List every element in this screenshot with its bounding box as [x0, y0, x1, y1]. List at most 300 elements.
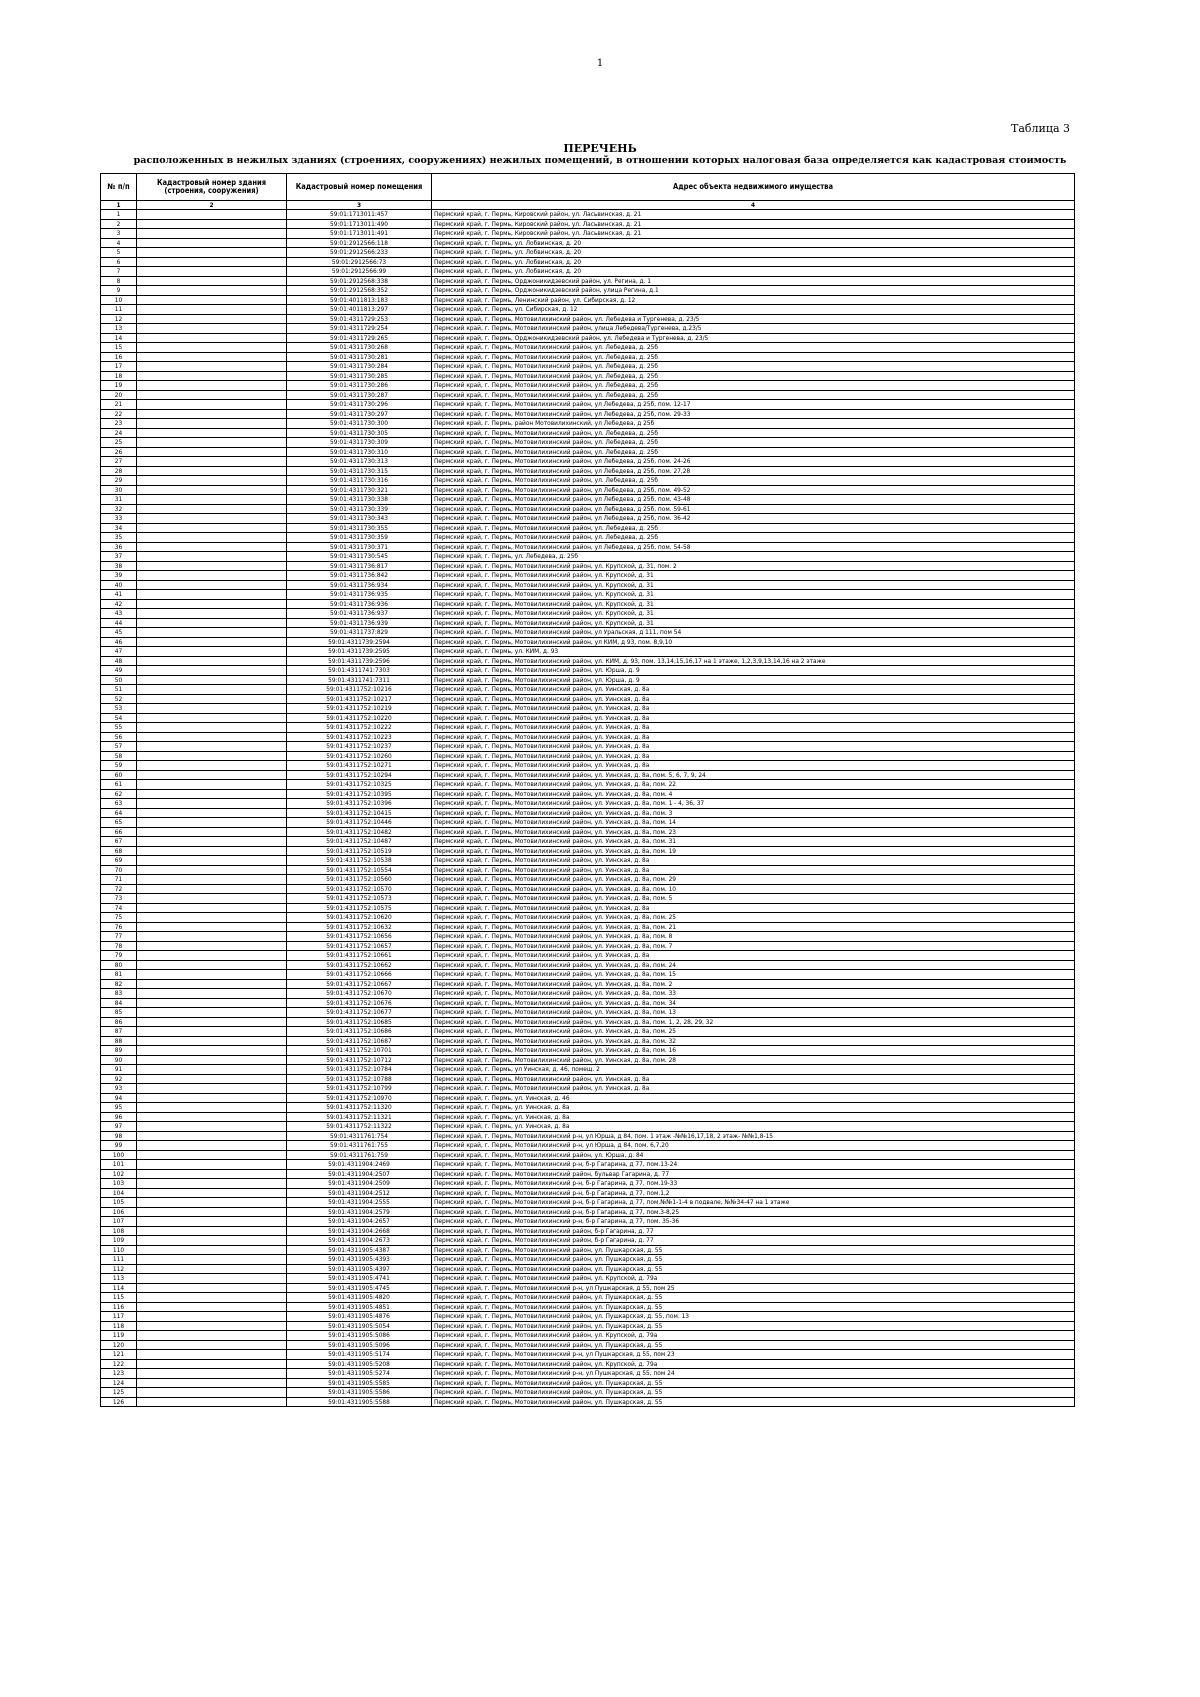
cell-address: Пермский край, г. Пермь, Мотовилихинский район, ул. Уинская, д. 8а, пом. 23: [432, 827, 1075, 837]
cell-room-cadastral-number: 59:01:2912566:118: [287, 238, 432, 248]
table-row: [101, 1331, 1075, 1341]
cell-building-cadastral-number: [137, 552, 287, 562]
cell-building-cadastral-number: [137, 324, 287, 334]
cell-address: Пермский край, г. Пермь, Мотовилихинский район, ул. Уинская, д. 8а: [432, 856, 1075, 866]
cell-building-cadastral-number: [137, 742, 287, 752]
cell-room-cadastral-number: 59:01:4311730:281: [287, 352, 432, 362]
table-row: [101, 229, 1075, 239]
cell-address: Пермский край, г. Пермь, Ленинский район, ул. Сибирская, д. 12: [432, 295, 1075, 305]
cell-room-cadastral-number: 59:01:4311730:297: [287, 409, 432, 419]
cell-row-number: 57: [101, 742, 137, 752]
cell-building-cadastral-number: [137, 1217, 287, 1227]
cell-address: Пермский край, г. Пермь, ул Уинская, д. 46, помещ. 2: [432, 1065, 1075, 1075]
table-row: [101, 694, 1075, 704]
column-number: 3: [287, 201, 432, 210]
cell-building-cadastral-number: [137, 295, 287, 305]
cell-row-number: 72: [101, 884, 137, 894]
cell-building-cadastral-number: [137, 875, 287, 885]
table-row: [101, 894, 1075, 904]
cell-building-cadastral-number: [137, 732, 287, 742]
cell-address: Пермский край, г. Пермь, Мотовилихинский район, ул. Уинская, д. 8а, пом. 29: [432, 875, 1075, 885]
cell-address: Пермский край, г. Пермь, ул. Уинская, д. 8а: [432, 1112, 1075, 1122]
cell-address: Пермский край, г. Пермь, Мотовилихинский р-н, б-р Гагарина, д 77, пом. 35-36: [432, 1217, 1075, 1227]
table-row: [101, 1293, 1075, 1303]
table-row: [101, 552, 1075, 562]
table-row: [101, 333, 1075, 343]
cell-row-number: 6: [101, 257, 137, 267]
cell-room-cadastral-number: 59:01:4311761:755: [287, 1141, 432, 1151]
cell-room-cadastral-number: 59:01:4311730:305: [287, 428, 432, 438]
cell-address: Пермский край, г. Пермь, Мотовилихинский район, ул. Уинская, д. 8а: [432, 751, 1075, 761]
cell-address: Пермский край, г. Пермь, Мотовилихинский район, ул. Уинская, д. 8а: [432, 903, 1075, 913]
cell-address: Пермский край, г. Пермь, Мотовилихинский район, ул. Уинская, д. 8а, пом. 34: [432, 998, 1075, 1008]
cell-room-cadastral-number: 59:01:4311752:10219: [287, 704, 432, 714]
table-row: [101, 970, 1075, 980]
page-number: 1: [596, 58, 604, 69]
cell-row-number: 112: [101, 1264, 137, 1274]
cell-row-number: 76: [101, 922, 137, 932]
table-row: [101, 951, 1075, 961]
table-row: [101, 732, 1075, 742]
table-row: [101, 1378, 1075, 1388]
cell-row-number: 61: [101, 780, 137, 790]
cell-address: Пермский край, г. Пермь, Кировский район, ул. Ласьвинская, д. 21: [432, 210, 1075, 220]
cell-building-cadastral-number: [137, 1274, 287, 1284]
cell-room-cadastral-number: 59:01:4311752:10661: [287, 951, 432, 961]
cell-row-number: 32: [101, 504, 137, 514]
cell-room-cadastral-number: 59:01:4311904:2673: [287, 1236, 432, 1246]
cell-address: Пермский край, г. Пермь, Мотовилихинский район, ул. Крупской, д. 31: [432, 609, 1075, 619]
cell-row-number: 54: [101, 713, 137, 723]
cell-row-number: 100: [101, 1150, 137, 1160]
cell-building-cadastral-number: [137, 457, 287, 467]
cell-room-cadastral-number: 59:01:4311752:10632: [287, 922, 432, 932]
cell-building-cadastral-number: [137, 590, 287, 600]
cell-row-number: 126: [101, 1397, 137, 1407]
table-row: [101, 628, 1075, 638]
header-row-number: № п/п: [101, 174, 137, 201]
cell-room-cadastral-number: 59:01:4311761:754: [287, 1131, 432, 1141]
cell-room-cadastral-number: 59:01:4311905:4393: [287, 1255, 432, 1265]
cell-address: Пермский край, г. Пермь, Мотовилихинский район, ул. Уинская, д. 8а, пом. 2: [432, 979, 1075, 989]
table-row: [101, 960, 1075, 970]
cell-building-cadastral-number: [137, 1255, 287, 1265]
table-row: [101, 286, 1075, 296]
table-row: [101, 1093, 1075, 1103]
cell-building-cadastral-number: [137, 1103, 287, 1113]
cell-address: Пермский край, г. Пермь, Мотовилихинский р-н, ул Пушкарская, д 55, пом 25: [432, 1283, 1075, 1293]
document-subtitle: расположенных в нежилых зданиях (строениях, сооружениях) нежилых помещений, в отношении которых налоговая база определяется как кадастровая стоимость: [133, 155, 1067, 166]
cell-room-cadastral-number: 59:01:2912568:352: [287, 286, 432, 296]
cell-building-cadastral-number: [137, 229, 287, 239]
cell-room-cadastral-number: 59:01:4311752:10657: [287, 941, 432, 951]
cell-room-cadastral-number: 59:01:2912568:338: [287, 276, 432, 286]
cell-row-number: 56: [101, 732, 137, 742]
table-row: [101, 390, 1075, 400]
cell-building-cadastral-number: [137, 628, 287, 638]
table-row: [101, 979, 1075, 989]
cell-address: Пермский край, г. Пермь, ул. Лобвинская, д. 20: [432, 248, 1075, 258]
cell-address: Пермский край, г. Пермь, Мотовилихинский район, ул. Лебедева и Тургенева, д. 23/5: [432, 314, 1075, 324]
cell-room-cadastral-number: 59:01:4311752:10538: [287, 856, 432, 866]
table-row: [101, 1084, 1075, 1094]
cell-address: Пермский край, г. Пермь, Мотовилихинский район, ул. Уинская, д. 8а, пом. 31: [432, 837, 1075, 847]
cell-building-cadastral-number: [137, 495, 287, 505]
cell-row-number: 119: [101, 1331, 137, 1341]
cell-room-cadastral-number: 59:01:4311752:10570: [287, 884, 432, 894]
cell-address: Пермский край, г. Пермь, ул. Уинская, д. 8а: [432, 1103, 1075, 1113]
cell-room-cadastral-number: 59:01:4311752:10260: [287, 751, 432, 761]
table-row: [101, 1283, 1075, 1293]
cell-building-cadastral-number: [137, 922, 287, 932]
cell-row-number: 62: [101, 789, 137, 799]
cell-building-cadastral-number: [137, 1331, 287, 1341]
cell-room-cadastral-number: 59:01:4311761:759: [287, 1150, 432, 1160]
cell-room-cadastral-number: 59:01:4311752:10237: [287, 742, 432, 752]
cell-building-cadastral-number: [137, 390, 287, 400]
cell-row-number: 58: [101, 751, 137, 761]
table-body: [101, 210, 1075, 1407]
cell-building-cadastral-number: [137, 704, 287, 714]
cell-room-cadastral-number: 59:01:4311730:300: [287, 419, 432, 429]
cell-building-cadastral-number: [137, 751, 287, 761]
cell-row-number: 34: [101, 523, 137, 533]
cell-building-cadastral-number: [137, 637, 287, 647]
table-row: [101, 751, 1075, 761]
table-row: [101, 542, 1075, 552]
cell-row-number: 3: [101, 229, 137, 239]
cell-row-number: 50: [101, 675, 137, 685]
cell-row-number: 15: [101, 343, 137, 353]
cell-address: Пермский край, г. Пермь, район Мотовилихинский, ул Лебедева, д 25б: [432, 419, 1075, 429]
table-row: [101, 352, 1075, 362]
cell-room-cadastral-number: 59:01:4311905:4387: [287, 1245, 432, 1255]
cell-row-number: 7: [101, 267, 137, 277]
cell-building-cadastral-number: [137, 1340, 287, 1350]
cell-building-cadastral-number: [137, 305, 287, 315]
cell-room-cadastral-number: 59:01:4311905:5086: [287, 1331, 432, 1341]
cell-row-number: 87: [101, 1027, 137, 1037]
cell-building-cadastral-number: [137, 210, 287, 220]
table-row: [101, 1312, 1075, 1322]
cell-room-cadastral-number: 59:01:4311730:321: [287, 485, 432, 495]
cell-address: Пермский край, г. Пермь, ул. Лобвинская, д. 20: [432, 257, 1075, 267]
cell-address: Пермский край, г. Пермь, Мотовилихинский район, ул. Лебедева, д. 25б: [432, 343, 1075, 353]
cell-building-cadastral-number: [137, 314, 287, 324]
cell-row-number: 99: [101, 1141, 137, 1151]
cell-address: Пермский край, г. Пермь, Мотовилихинский район, ул Лебедева, д 25б, пом. 29-33: [432, 409, 1075, 419]
cell-building-cadastral-number: [137, 1293, 287, 1303]
cell-building-cadastral-number: [137, 675, 287, 685]
table-row: [101, 666, 1075, 676]
cell-building-cadastral-number: [137, 248, 287, 258]
cell-address: Пермский край, г. Пермь, Мотовилихинский район, ул. Лебедева, д. 25б: [432, 523, 1075, 533]
cell-building-cadastral-number: [137, 542, 287, 552]
cell-address: Пермский край, г. Пермь, Мотовилихинский район, ул. Уинская, д. 8а, пом. 32: [432, 1036, 1075, 1046]
cell-building-cadastral-number: [137, 1036, 287, 1046]
cell-building-cadastral-number: [137, 352, 287, 362]
cell-building-cadastral-number: [137, 1084, 287, 1094]
cell-row-number: 77: [101, 932, 137, 942]
document-title: ПЕРЕЧЕНЬ: [563, 142, 637, 155]
table-row: [101, 770, 1075, 780]
cell-room-cadastral-number: 59:01:4311752:10271: [287, 761, 432, 771]
cell-building-cadastral-number: [137, 409, 287, 419]
cell-row-number: 17: [101, 362, 137, 372]
cell-address: Пермский край, г. Пермь, Мотовилихинский район, ул. Уинская, д. 8а, пом. 16: [432, 1046, 1075, 1056]
cell-address: Пермский край, г. Пермь, Мотовилихинский район, ул. Уинская, д. 8а, пом. 8: [432, 932, 1075, 942]
cell-building-cadastral-number: [137, 761, 287, 771]
table-row: [101, 210, 1075, 220]
cell-room-cadastral-number: 59:01:4011813:183: [287, 295, 432, 305]
table-row: [101, 609, 1075, 619]
cell-building-cadastral-number: [137, 267, 287, 277]
cell-row-number: 89: [101, 1046, 137, 1056]
cell-room-cadastral-number: 59:01:2912566:73: [287, 257, 432, 267]
cell-building-cadastral-number: [137, 1369, 287, 1379]
cell-building-cadastral-number: [137, 723, 287, 733]
cell-building-cadastral-number: [137, 428, 287, 438]
cell-room-cadastral-number: 59:01:4311752:10656: [287, 932, 432, 942]
cell-room-cadastral-number: 59:01:4311752:10446: [287, 818, 432, 828]
cell-building-cadastral-number: [137, 799, 287, 809]
column-number: 4: [432, 201, 1075, 210]
cell-row-number: 18: [101, 371, 137, 381]
cell-row-number: 13: [101, 324, 137, 334]
cell-row-number: 86: [101, 1017, 137, 1027]
cell-room-cadastral-number: 59:01:4311752:10294: [287, 770, 432, 780]
table-row: [101, 1131, 1075, 1141]
cell-row-number: 27: [101, 457, 137, 467]
cell-address: Пермский край, г. Пермь, Мотовилихинский район, ул. Уинская, д. 8а, пом. 14: [432, 818, 1075, 828]
cell-building-cadastral-number: [137, 599, 287, 609]
table-row: [101, 485, 1075, 495]
cell-row-number: 118: [101, 1321, 137, 1331]
cell-room-cadastral-number: 59:01:4311736:937: [287, 609, 432, 619]
cell-room-cadastral-number: 59:01:4011813:297: [287, 305, 432, 315]
cell-row-number: 16: [101, 352, 137, 362]
cell-address: Пермский край, г. Пермь, Мотовилихинский район, ул. Пушкарская, д. 55: [432, 1264, 1075, 1274]
cell-building-cadastral-number: [137, 789, 287, 799]
cell-row-number: 95: [101, 1103, 137, 1113]
cell-building-cadastral-number: [137, 1093, 287, 1103]
table-row: [101, 704, 1075, 714]
cell-row-number: 81: [101, 970, 137, 980]
cell-room-cadastral-number: 59:01:4311752:10799: [287, 1084, 432, 1094]
table-row: [101, 1245, 1075, 1255]
cell-row-number: 12: [101, 314, 137, 324]
cell-building-cadastral-number: [137, 1359, 287, 1369]
cell-building-cadastral-number: [137, 1027, 287, 1037]
cell-address: Пермский край, г. Пермь, Мотовилихинский р-н, ул Юрша, д 84, пом. 1 этаж -№№16,17,18, 2 этаж- №№1,8-15: [432, 1131, 1075, 1141]
cell-building-cadastral-number: [137, 1245, 287, 1255]
table-row: [101, 723, 1075, 733]
cell-address: Пермский край, г. Пермь, Мотовилихинский район, ул. Уинская, д. 8а: [432, 1084, 1075, 1094]
cell-address: Пермский край, г. Пермь, Мотовилихинский р-н, б-р Гагарина, д 77, пом.13-24: [432, 1160, 1075, 1170]
cell-room-cadastral-number: 59:01:4311905:4876: [287, 1312, 432, 1322]
cell-building-cadastral-number: [137, 808, 287, 818]
cell-room-cadastral-number: 59:01:4311905:5208: [287, 1359, 432, 1369]
cell-row-number: 24: [101, 428, 137, 438]
cell-building-cadastral-number: [137, 362, 287, 372]
table-row: [101, 1321, 1075, 1331]
table-row: [101, 580, 1075, 590]
cell-address: Пермский край, г. Пермь, Мотовилихинский район, ул. Уинская, д. 8а, пом. 5, 6, 7, 9, 24: [432, 770, 1075, 780]
cell-row-number: 5: [101, 248, 137, 258]
cell-room-cadastral-number: 59:01:4311739:2595: [287, 647, 432, 657]
table-row: [101, 1141, 1075, 1151]
cell-address: Пермский край, г. Пермь, Орджоникидзевский район, ул. Лебедева и Тургенева, д. 23/5: [432, 333, 1075, 343]
cell-address: Пермский край, г. Пермь, Мотовилихинский район, ул. Уинская, д. 8а, пом. 5: [432, 894, 1075, 904]
cell-building-cadastral-number: [137, 1179, 287, 1189]
table-row: [101, 305, 1075, 315]
header-address: Адрес объекта недвижимого имущества: [432, 174, 1075, 201]
cell-building-cadastral-number: [137, 1321, 287, 1331]
cell-room-cadastral-number: 59:01:4311752:10712: [287, 1055, 432, 1065]
cell-address: Пермский край, г. Пермь, Мотовилихинский район, ул Лебедева, д 25б, пом. 12-17: [432, 400, 1075, 410]
cell-building-cadastral-number: [137, 257, 287, 267]
table-row: [101, 1226, 1075, 1236]
cell-address: Пермский край, г. Пермь, Мотовилихинский район, ул. Крупской, д. 31, пом. 2: [432, 561, 1075, 571]
table-row: [101, 1198, 1075, 1208]
cell-address: Пермский край, г. Пермь, Мотовилихинский район, ул. Уинская, д. 8а: [432, 704, 1075, 714]
cell-row-number: 63: [101, 799, 137, 809]
cell-building-cadastral-number: [137, 238, 287, 248]
cell-address: Пермский край, г. Пермь, ул. Лобвинская, д. 20: [432, 238, 1075, 248]
cell-row-number: 78: [101, 941, 137, 951]
cell-row-number: 69: [101, 856, 137, 866]
cell-row-number: 123: [101, 1369, 137, 1379]
cell-row-number: 96: [101, 1112, 137, 1122]
cell-row-number: 64: [101, 808, 137, 818]
cell-row-number: 1: [101, 210, 137, 220]
cell-building-cadastral-number: [137, 514, 287, 524]
cell-row-number: 102: [101, 1169, 137, 1179]
cell-address: Пермский край, г. Пермь, Мотовилихинский район, ул. Лебедева, д. 25б: [432, 371, 1075, 381]
table-row: [101, 637, 1075, 647]
cell-room-cadastral-number: 59:01:4311905:5585: [287, 1378, 432, 1388]
table-row: [101, 1274, 1075, 1284]
cell-building-cadastral-number: [137, 1141, 287, 1151]
cell-room-cadastral-number: 59:01:4311752:10662: [287, 960, 432, 970]
cell-row-number: 115: [101, 1293, 137, 1303]
cell-room-cadastral-number: 59:01:4311752:10970: [287, 1093, 432, 1103]
table-row: [101, 1350, 1075, 1360]
cell-row-number: 22: [101, 409, 137, 419]
cell-room-cadastral-number: 59:01:4311752:10670: [287, 989, 432, 999]
cell-building-cadastral-number: [137, 666, 287, 676]
cell-building-cadastral-number: [137, 286, 287, 296]
cell-row-number: 31: [101, 495, 137, 505]
cell-row-number: 40: [101, 580, 137, 590]
cell-building-cadastral-number: [137, 884, 287, 894]
cell-building-cadastral-number: [137, 656, 287, 666]
cell-room-cadastral-number: 59:01:4311736:842: [287, 571, 432, 581]
cell-room-cadastral-number: 59:01:4311752:10686: [287, 1027, 432, 1037]
table-row: [101, 466, 1075, 476]
cell-row-number: 67: [101, 837, 137, 847]
cell-row-number: 36: [101, 542, 137, 552]
cell-room-cadastral-number: 59:01:4311904:2509: [287, 1179, 432, 1189]
table-row: [101, 571, 1075, 581]
cell-row-number: 111: [101, 1255, 137, 1265]
cell-address: Пермский край, г. Пермь, Мотовилихинский район, ул. Уинская, д. 8а, пом. 1, 2, 28, 29, 32: [432, 1017, 1075, 1027]
cell-room-cadastral-number: 59:01:4311730:310: [287, 447, 432, 457]
table-row: [101, 647, 1075, 657]
cell-row-number: 109: [101, 1236, 137, 1246]
cell-address: Пермский край, г. Пермь, ул. Уинская, д. 8а: [432, 1122, 1075, 1132]
cell-address: Пермский край, г. Пермь, Мотовилихинский район, ул. Уинская, д. 8а, пом. 10: [432, 884, 1075, 894]
table-row: [101, 1150, 1075, 1160]
cell-building-cadastral-number: [137, 894, 287, 904]
table-row: [101, 1217, 1075, 1227]
table-row: [101, 438, 1075, 448]
cell-room-cadastral-number: 59:01:4311904:2469: [287, 1160, 432, 1170]
cell-row-number: 113: [101, 1274, 137, 1284]
cell-address: Пермский край, г. Пермь, Орджоникидзевский район, ул. Регина, д. 1: [432, 276, 1075, 286]
table-row: [101, 381, 1075, 391]
cell-room-cadastral-number: 59:01:4311752:10222: [287, 723, 432, 733]
cell-address: Пермский край, г. Пермь, Мотовилихинский район, ул. Крупской, д. 79а: [432, 1359, 1075, 1369]
cell-address: Пермский край, г. Пермь, Мотовилихинский район, ул. Крупской, д. 31: [432, 618, 1075, 628]
cell-address: Пермский край, г. Пермь, Мотовилихинский район, ул. Пушкарская, д. 55, пом. 13: [432, 1312, 1075, 1322]
cell-room-cadastral-number: 59:01:4311904:2555: [287, 1198, 432, 1208]
cell-building-cadastral-number: [137, 1397, 287, 1407]
cell-row-number: 38: [101, 561, 137, 571]
cell-address: Пермский край, г. Пермь, Мотовилихинский район, ул. Лебедева, д. 25б: [432, 476, 1075, 486]
cell-row-number: 55: [101, 723, 137, 733]
cell-address: Пермский край, г. Пермь, Мотовилихинский район, ул Лебедева, д 25б, пом. 36-42: [432, 514, 1075, 524]
cell-address: Пермский край, г. Пермь, Мотовилихинский район, ул. Уинская, д. 8а: [432, 694, 1075, 704]
table-row: [101, 238, 1075, 248]
table-row: [101, 941, 1075, 951]
cell-address: Пермский край, г. Пермь, Мотовилихинский район, б-р Гагарина, д. 77: [432, 1236, 1075, 1246]
cell-room-cadastral-number: 59:01:4311752:10685: [287, 1017, 432, 1027]
column-number-row: [101, 201, 1075, 210]
cell-address: Пермский край, г. Пермь, Мотовилихинский район, ул. Крупской, д. 79а: [432, 1331, 1075, 1341]
table-row: [101, 998, 1075, 1008]
cell-room-cadastral-number: 59:01:4311752:10701: [287, 1046, 432, 1056]
cell-address: Пермский край, г. Пермь, Мотовилихинский р-н, б-р Гагарина, д 77, пом.3-8,25: [432, 1207, 1075, 1217]
cell-address: Пермский край, г. Пермь, Мотовилихинский район, ул. Крупской, д. 79а: [432, 1274, 1075, 1284]
cell-address: Пермский край, г. Пермь, Мотовилихинский район, ул КИМ, д 93, пом. 8,9,10: [432, 637, 1075, 647]
cell-row-number: 10: [101, 295, 137, 305]
cell-address: Пермский край, г. Пермь, ул. Лебедева, д. 25б: [432, 552, 1075, 562]
table-label: Таблица 3: [1011, 122, 1070, 135]
cell-address: Пермский край, г. Пермь, Мотовилихинский район, ул. Лебедева, д. 25б: [432, 362, 1075, 372]
table-row: [101, 1207, 1075, 1217]
table-row: [101, 1169, 1075, 1179]
cell-row-number: 48: [101, 656, 137, 666]
cell-address: Пермский край, г. Пермь, Мотовилихинский район, ул. Лебедева, д. 25б: [432, 428, 1075, 438]
table-row: [101, 1179, 1075, 1189]
table-row: [101, 827, 1075, 837]
cell-address: Пермский край, г. Пермь, Мотовилихинский район, ул. Уинская, д. 8а, пом. 19: [432, 846, 1075, 856]
table-row: [101, 495, 1075, 505]
cell-room-cadastral-number: 59:01:4311736:934: [287, 580, 432, 590]
table-row: [101, 875, 1075, 885]
cell-address: Пермский край, г. Пермь, Мотовилихинский район, бульвар Гагарина, д. 77: [432, 1169, 1075, 1179]
cell-address: Пермский край, г. Пермь, Мотовилихинский район, б-р Гагарина, д. 77: [432, 1226, 1075, 1236]
cell-room-cadastral-number: 59:01:4311904:2512: [287, 1188, 432, 1198]
cell-room-cadastral-number: 59:01:4311736:817: [287, 561, 432, 571]
cell-row-number: 93: [101, 1084, 137, 1094]
cell-row-number: 25: [101, 438, 137, 448]
cell-address: Пермский край, г. Пермь, Мотовилихинский район, ул. Уинская, д. 8а, пом. 22: [432, 780, 1075, 790]
cell-row-number: 51: [101, 685, 137, 695]
header-room-cadastral-number: Кадастровый номер помещения: [287, 174, 432, 201]
cell-room-cadastral-number: 59:01:4311730:309: [287, 438, 432, 448]
